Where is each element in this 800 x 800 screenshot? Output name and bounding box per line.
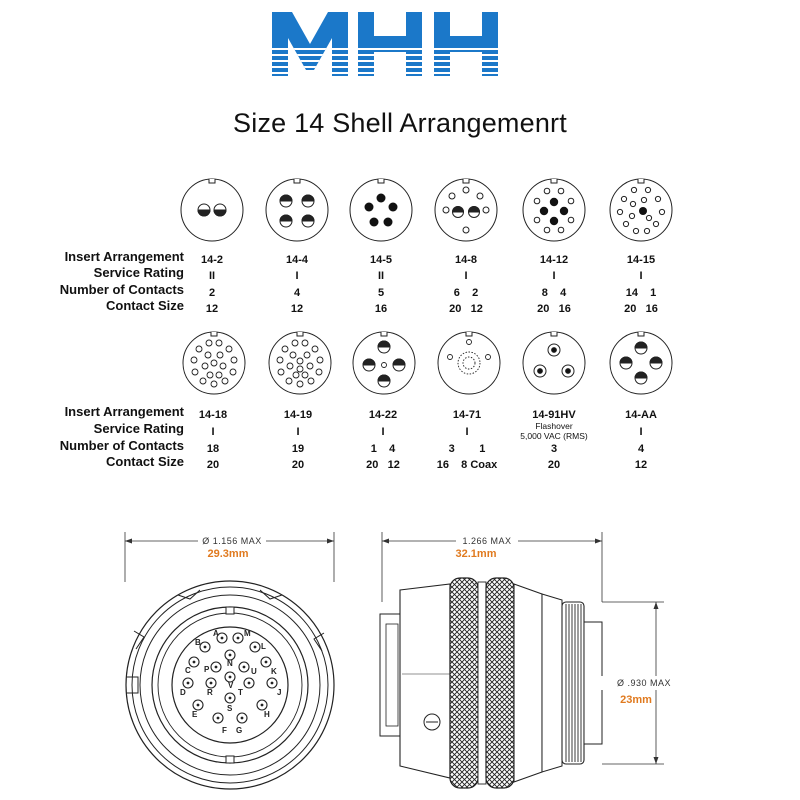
page-title: Size 14 Shell Arrangemenrt <box>233 108 567 138</box>
arrangement-14-19: 14-19 <box>283 409 313 421</box>
label-service-rating: Service Rating <box>93 421 184 436</box>
arrangement-14-22: 14-22 <box>368 409 398 421</box>
label-contact-size: Contact Size <box>105 454 184 469</box>
rating-14-aa: I <box>639 426 643 438</box>
pin-letter: M <box>244 629 251 638</box>
size-14-8: 20 12 <box>449 303 483 315</box>
insert-face-14-5 <box>347 176 415 244</box>
insert-face-14-15 <box>607 176 675 244</box>
arrangement-14-91hv: 14-91HV <box>532 409 576 421</box>
contacts-14-91hv: 3 <box>550 443 558 455</box>
size-14-4: 12 <box>290 303 304 315</box>
label-contact-size: Contact Size <box>105 298 184 313</box>
size-14-19: 20 <box>291 459 305 471</box>
rating-14-12: I <box>552 270 556 282</box>
rating-14-4: I <box>295 270 299 282</box>
size-14-71: 16 8 Coax <box>436 459 498 471</box>
arrangement-14-5: 14-5 <box>369 254 393 266</box>
insert-face-14-19 <box>266 329 334 397</box>
insert-face-14-8 <box>432 176 500 244</box>
size-14-15: 20 16 <box>624 303 658 315</box>
pin-letter: T <box>238 688 243 697</box>
arrangement-14-4: 14-4 <box>285 254 309 266</box>
rating-14-15: I <box>639 270 643 282</box>
side-length-mm: 32.1mm <box>455 548 497 560</box>
contacts-14-19: 19 <box>291 443 305 455</box>
pin-letter: F <box>222 726 227 735</box>
pin-letter: C <box>185 666 191 675</box>
size-14-5: 16 <box>374 303 388 315</box>
insert-face-14-18 <box>180 329 248 397</box>
label-number-of-contacts: Number of Contacts <box>59 282 184 297</box>
contacts-14-5: 5 <box>377 287 385 299</box>
contacts-14-2: 2 <box>208 287 216 299</box>
pin-letter: R <box>207 688 213 697</box>
arrangement-14-8: 14-8 <box>454 254 478 266</box>
size-14-aa: 12 <box>634 459 648 471</box>
contacts-14-4: 4 <box>293 287 301 299</box>
rating-14-8: I <box>464 270 468 282</box>
contacts-14-22: 1 4 <box>370 443 396 455</box>
pin-letter: A <box>213 629 219 638</box>
pin-letter: H <box>264 710 270 719</box>
rating-14-18: I <box>211 426 215 438</box>
side-length-label: 1.266 MAX <box>462 536 512 546</box>
rating-14-2: II <box>208 270 216 282</box>
pin-letter: V <box>228 681 234 690</box>
side-diameter-mm: 23mm <box>620 694 652 706</box>
pin-letter: K <box>271 667 277 676</box>
label-insert-arrangement: Insert Arrangement <box>64 249 184 264</box>
insert-face-14-4 <box>263 176 331 244</box>
size-14-22: 20 12 <box>366 459 400 471</box>
side-view-drawing <box>372 522 692 800</box>
contacts-14-8: 6 2 <box>453 287 479 299</box>
insert-face-14-12 <box>520 176 588 244</box>
rating-14-19: I <box>296 426 300 438</box>
front-diameter-mm: 29.3mm <box>207 548 249 560</box>
size-14-18: 20 <box>206 459 220 471</box>
contacts-14-12: 8 4 <box>541 287 567 299</box>
rating-14-5: II <box>377 270 385 282</box>
mhh-logo <box>270 8 525 80</box>
pin-letter: G <box>236 726 243 735</box>
insert-face-14-71 <box>435 329 503 397</box>
pin-letter: L <box>261 642 266 651</box>
size-14-91hv: 20 <box>547 459 561 471</box>
rating-14-22: I <box>381 426 385 438</box>
front-view-drawing <box>110 522 360 800</box>
rating-14-71: I <box>465 426 469 438</box>
size-14-2: 12 <box>205 303 219 315</box>
contacts-14-71: 3 1 <box>448 443 486 455</box>
pin-letter: D <box>180 688 186 697</box>
side-diameter-label: Ø .930 MAX <box>616 678 672 688</box>
contacts-14-15: 14 1 <box>625 287 657 299</box>
contacts-14-18: 18 <box>206 443 220 455</box>
arrangement-14-71: 14-71 <box>452 409 482 421</box>
arrangement-14-2: 14-2 <box>200 254 224 266</box>
size-14-12: 20 16 <box>537 303 571 315</box>
pin-letter: N <box>227 659 233 668</box>
note-vac-rms: 5,000 VAC (RMS) <box>520 431 588 441</box>
contacts-14-aa: 4 <box>637 443 645 455</box>
pin-letter: P <box>204 665 210 674</box>
front-diameter-label: Ø 1.156 MAX <box>202 536 262 546</box>
arrangement-14-12: 14-12 <box>539 254 569 266</box>
label-insert-arrangement: Insert Arrangement <box>64 404 184 419</box>
pin-letter: B <box>195 638 201 647</box>
arrangement-14-aa: 14-AA <box>625 409 657 421</box>
pin-letter: S <box>227 704 233 713</box>
arrangement-14-15: 14-15 <box>626 254 656 266</box>
pin-letter: J <box>277 688 282 697</box>
note-flashover: Flashover <box>535 421 573 431</box>
insert-face-14-2 <box>178 176 246 244</box>
insert-face-14-22 <box>350 329 418 397</box>
pin-letter: U <box>251 667 257 676</box>
label-number-of-contacts: Number of Contacts <box>59 438 184 453</box>
pin-letter: E <box>192 710 198 719</box>
insert-face-14-91hv <box>520 329 588 397</box>
arrangement-14-18: 14-18 <box>198 409 228 421</box>
insert-face-14-aa <box>607 329 675 397</box>
label-service-rating: Service Rating <box>93 265 184 280</box>
